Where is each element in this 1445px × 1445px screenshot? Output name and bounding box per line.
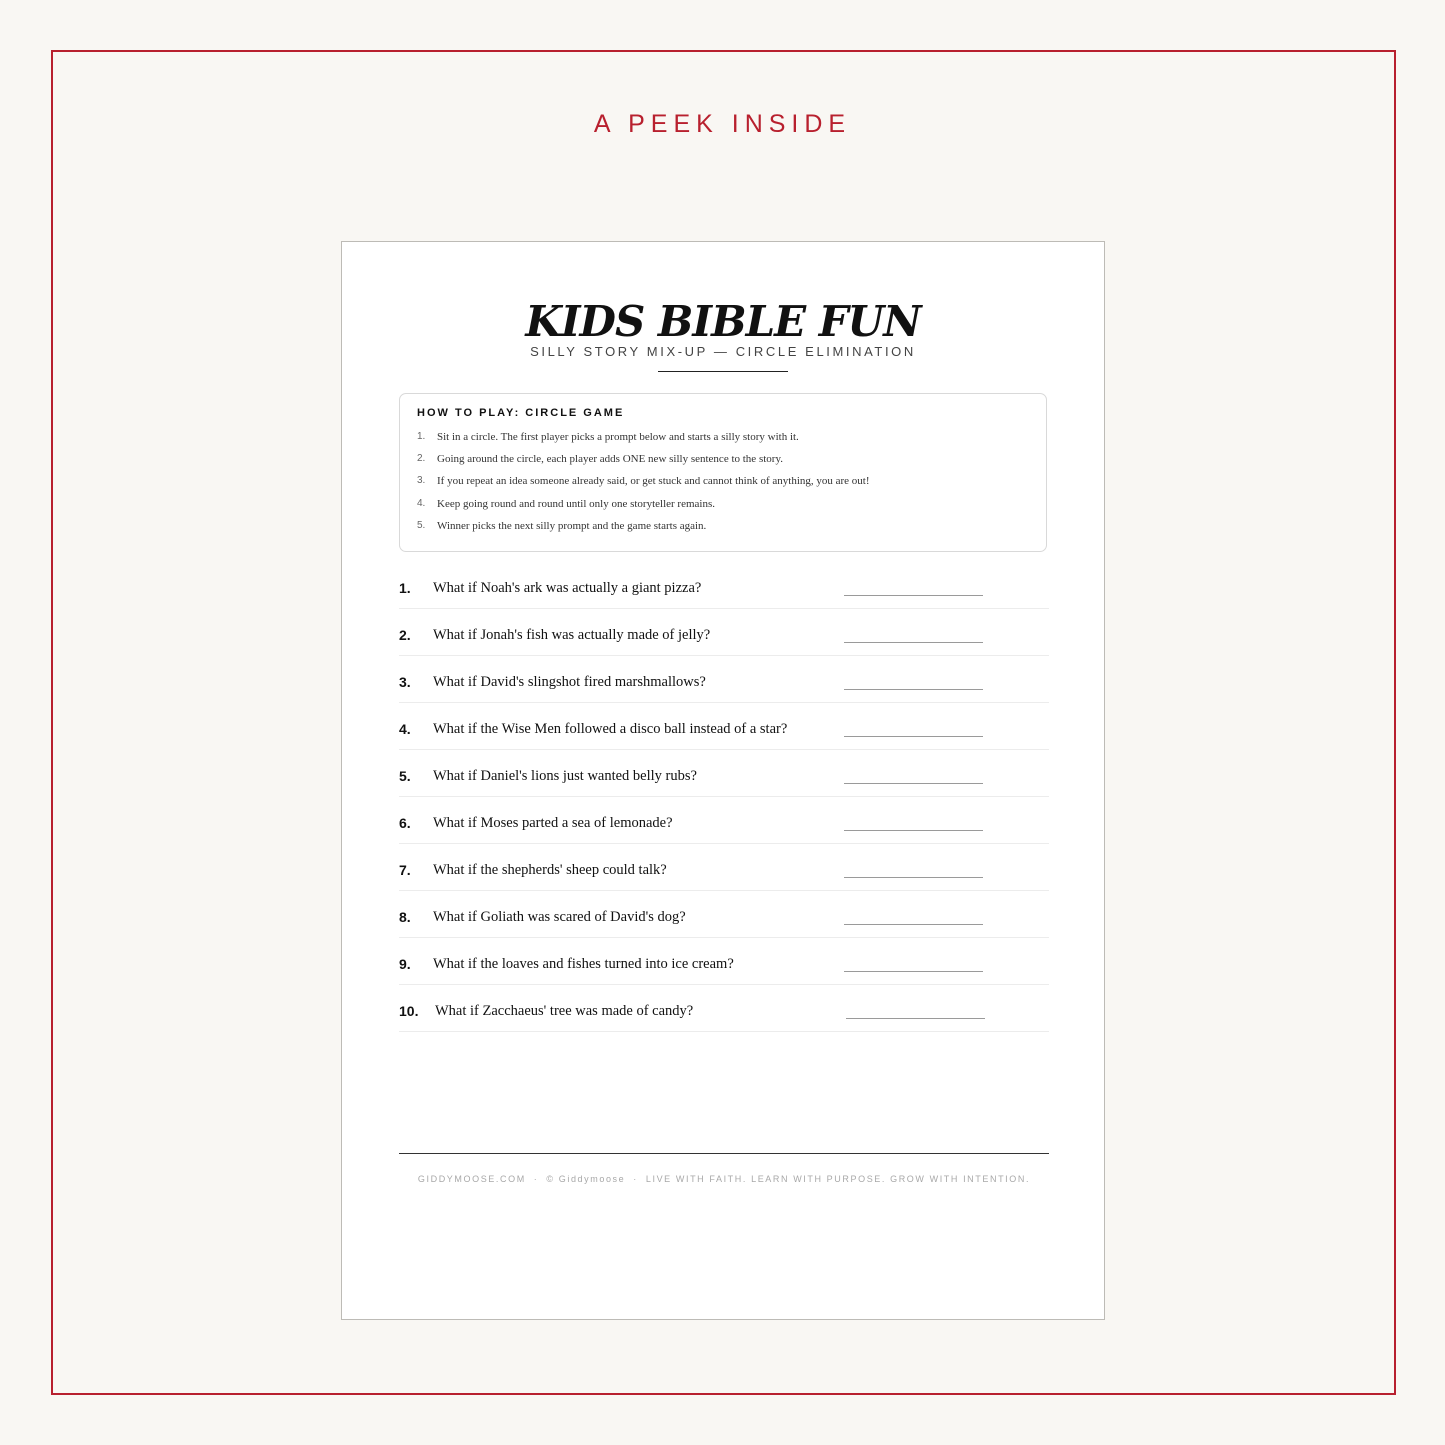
prompt-row [399, 750, 1049, 797]
answer-line [844, 783, 983, 784]
prompt-row [399, 562, 1049, 609]
prompt-number: 6. [399, 815, 411, 831]
prompt-row [399, 703, 1049, 750]
footer-site: GIDDYMOOSE.COM [417, 1174, 526, 1184]
rules-list [417, 431, 870, 542]
worksheet-title: KIDS BIBLE FUN [525, 297, 921, 346]
footer-tagline: LIVE WITH FAITH. LEARN WITH PURPOSE. GROW WITH INTENTION. [645, 1174, 1031, 1184]
prompt-number: 1. [399, 580, 411, 596]
prompt-text: What if Zacchaeus' tree was made of candy? [435, 1003, 694, 1019]
prompt-list [399, 562, 1049, 1032]
rule-text: Keep going round and round until only one storyteller remains. [437, 497, 715, 510]
rule-item [417, 498, 870, 520]
answer-line [846, 1018, 985, 1019]
rule-number: 1. [417, 431, 426, 442]
rule-text: Winner picks the next silly prompt and the game starts again. [437, 519, 707, 532]
prompt-row [399, 938, 1049, 985]
prompt-number: 10. [399, 1003, 419, 1019]
rule-item [417, 520, 870, 542]
answer-line [844, 830, 983, 831]
rule-text: Going around the circle, each player adds ONE new silly sentence to the story. [437, 453, 783, 466]
footer-separator: · [533, 1174, 539, 1184]
prompt-text: What if the Wise Men followed a disco ball instead of a star? [433, 721, 788, 737]
rule-text: Sit in a circle. The first player picks a prompt below and starts a silly story with it. [437, 431, 799, 443]
rule-item [417, 453, 870, 475]
prompt-row [399, 609, 1049, 656]
worksheet-subtitle: SILLY STORY MIX-UP — CIRCLE ELIMINATION [530, 344, 916, 359]
prompt-number: 3. [399, 674, 411, 690]
peek-inside-heading: A PEEK INSIDE [593, 110, 852, 138]
answer-line [844, 736, 983, 737]
prompt-text: What if Noah's ark was actually a giant pizza? [433, 580, 702, 596]
prompt-number: 4. [399, 721, 411, 737]
rule-item [417, 475, 870, 497]
prompt-row [399, 891, 1049, 938]
rule-number: 5. [417, 519, 426, 531]
rule-text: If you repeat an idea someone already said, or get stuck and cannot think of anything, you are out! [437, 475, 870, 488]
footer-separator: · [633, 1174, 638, 1184]
prompt-number: 8. [399, 909, 411, 925]
answer-line [844, 689, 983, 690]
prompt-text: What if the loaves and fishes turned into ice cream? [433, 956, 734, 972]
answer-line [844, 877, 983, 878]
rule-number: 3. [417, 475, 426, 487]
prompt-text: What if Moses parted a sea of lemonade? [433, 815, 673, 831]
prompt-number: 7. [399, 862, 411, 878]
footer-copyright: © Giddymoose [546, 1174, 626, 1184]
answer-line [844, 642, 983, 643]
answer-line [844, 971, 983, 972]
prompt-text: What if Goliath was scared of David's dog? [433, 909, 686, 925]
title-divider [658, 371, 788, 372]
answer-line [844, 595, 983, 596]
footer [399, 1174, 1049, 1184]
prompt-row [399, 844, 1049, 891]
how-to-play-title: HOW TO PLAY: CIRCLE GAME [417, 407, 625, 419]
prompt-row [399, 797, 1049, 844]
prompt-row [399, 656, 1049, 703]
prompt-number: 2. [399, 627, 411, 643]
rule-item [417, 431, 870, 453]
prompt-number: 5. [399, 768, 411, 784]
prompt-text: What if the shepherds' sheep could talk? [433, 862, 667, 878]
prompt-text: What if David's slingshot fired marshmallows? [433, 674, 706, 690]
worksheet-page [341, 241, 1105, 1320]
how-to-play-box [399, 393, 1047, 552]
prompt-text: What if Jonah's fish was actually made of jelly? [433, 627, 711, 643]
rule-number: 4. [417, 497, 426, 509]
rule-number: 2. [417, 453, 426, 465]
footer-divider [399, 1153, 1049, 1154]
answer-line [844, 924, 983, 925]
prompt-row [399, 985, 1049, 1032]
prompt-text: What if Daniel's lions just wanted belly rubs? [433, 768, 697, 784]
prompt-number: 9. [399, 956, 411, 972]
